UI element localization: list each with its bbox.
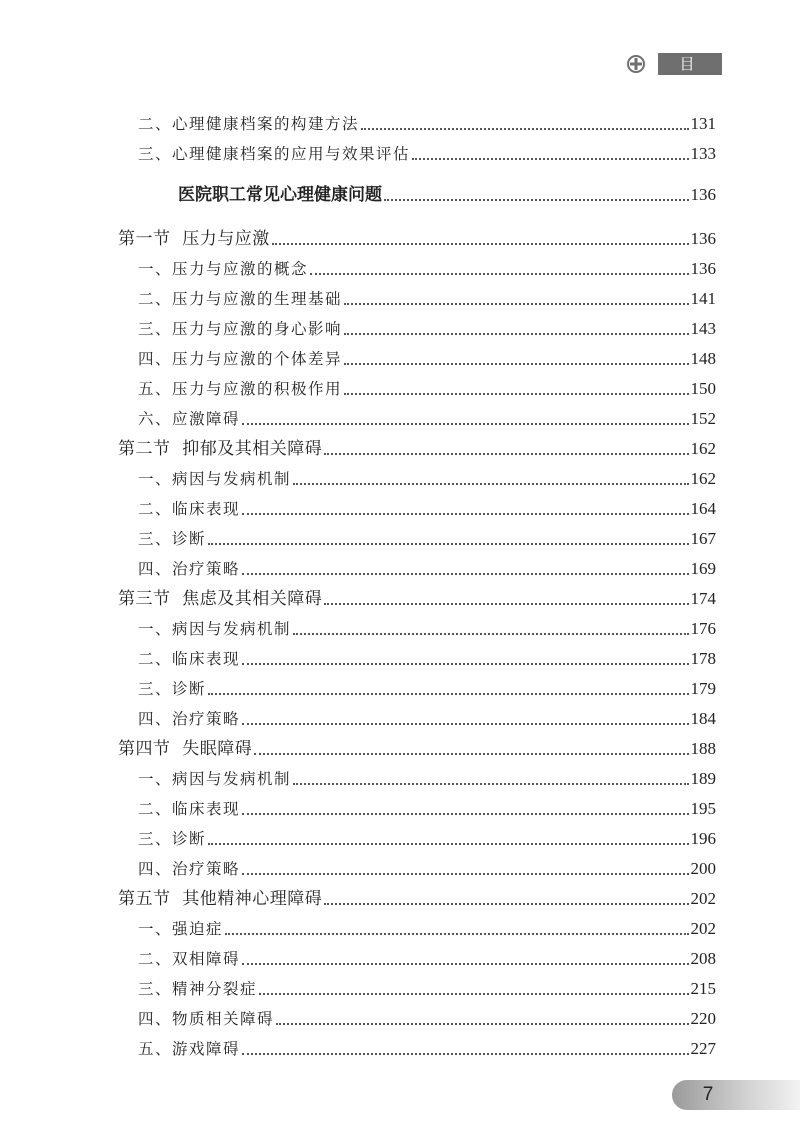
- toc-entry-title: 一、病因与发病机制: [138, 620, 292, 638]
- toc-item: [138, 946, 716, 972]
- dot-leader: [324, 903, 688, 905]
- toc-entry-title: 一、压力与应激的概念: [138, 260, 309, 278]
- toc-page-number: 195: [690, 799, 716, 818]
- toc-item: [138, 646, 716, 672]
- toc-page-number: 215: [690, 979, 716, 998]
- toc-item: [138, 796, 716, 822]
- toc-page-number: 200: [690, 859, 716, 878]
- toc-entry-title: 二、双相障碍: [138, 950, 241, 968]
- toc-page-number: 167: [690, 529, 716, 548]
- dot-leader: [242, 723, 688, 725]
- toc-item: [138, 316, 716, 342]
- toc-page-number: 169: [690, 559, 716, 578]
- toc-page-number: 202: [690, 919, 716, 938]
- toc-entry-title: 二、临床表现: [138, 650, 241, 668]
- dot-leader: [324, 453, 688, 455]
- toc-section: [118, 436, 716, 462]
- toc-entry-title: 五、游戏障碍: [138, 1040, 241, 1058]
- toc-entry-title: 三、压力与应激的身心影响: [138, 320, 343, 338]
- toc-page-number: 178: [690, 649, 716, 668]
- dot-leader: [242, 873, 688, 875]
- toc-item: [138, 111, 716, 137]
- toc-chapter: [178, 182, 716, 208]
- toc-section: [118, 886, 716, 912]
- toc-page-number: 162: [690, 469, 716, 488]
- dot-leader: [344, 393, 688, 395]
- dot-leader: [344, 333, 688, 335]
- toc-item: [138, 616, 716, 642]
- toc-page-number: 150: [690, 379, 716, 398]
- toc-entry-title: 四、压力与应激的个体差异: [138, 350, 343, 368]
- dot-leader: [344, 363, 688, 365]
- toc-entry-title: 三、诊断: [138, 680, 207, 698]
- toc-entry-title: 第四节 失眠障碍: [118, 739, 253, 759]
- toc-item: [138, 376, 716, 402]
- dot-leader: [310, 273, 688, 275]
- page-number: 7: [702, 1084, 714, 1105]
- toc-entry-title: 二、心理健康档案的构建方法: [138, 115, 360, 133]
- toc-page-number: 208: [690, 949, 716, 968]
- toc-item: [138, 1036, 716, 1062]
- toc-entry-title: 第二节 抑郁及其相关障碍: [118, 439, 323, 459]
- toc-page-number: 162: [690, 439, 716, 458]
- toc-page-number: 148: [690, 349, 716, 368]
- dot-leader: [242, 813, 688, 815]
- toc-page-number: 136: [690, 259, 716, 278]
- toc-entry-title: 三、诊断: [138, 830, 207, 848]
- dot-leader: [225, 933, 688, 935]
- toc-entry-title: 六、应激障碍: [138, 410, 241, 428]
- toc-page-number: 152: [690, 409, 716, 428]
- toc-section: [118, 586, 716, 612]
- toc-entry-title: 二、压力与应激的生理基础: [138, 290, 343, 308]
- toc-item: [138, 466, 716, 492]
- toc-page-number: 133: [690, 144, 716, 163]
- toc-item: [138, 976, 716, 1002]
- toc-item: [138, 496, 716, 522]
- dot-leader: [208, 543, 688, 545]
- dot-leader: [412, 158, 688, 160]
- toc-item: [138, 346, 716, 372]
- dot-leader: [208, 843, 688, 845]
- footer-page-tab: [672, 1080, 800, 1110]
- dot-leader: [242, 1053, 688, 1055]
- dot-leader: [242, 423, 688, 425]
- toc-page-number: 188: [690, 739, 716, 758]
- toc-entry-title: 第一节 压力与应激: [118, 229, 270, 249]
- toc-item: [138, 706, 716, 732]
- toc-entry-title: 四、治疗策略: [138, 860, 241, 878]
- dot-leader: [324, 603, 688, 605]
- toc-page-number: 189: [690, 769, 716, 788]
- dot-leader: [272, 243, 689, 245]
- toc-item: [138, 556, 716, 582]
- toc-page-number: 227: [690, 1039, 716, 1058]
- toc-page-number: 220: [690, 1009, 716, 1028]
- toc-entry-title: 三、诊断: [138, 530, 207, 548]
- toc-item: [138, 916, 716, 942]
- toc-section: [118, 226, 716, 252]
- dot-leader: [254, 753, 688, 755]
- toc-entry-title: 一、病因与发病机制: [138, 470, 292, 488]
- dot-leader: [293, 483, 688, 485]
- toc-page-number: 164: [690, 499, 716, 518]
- toc-entry-title: 一、病因与发病机制: [138, 770, 292, 788]
- toc-item: [138, 676, 716, 702]
- toc-item: [138, 286, 716, 312]
- toc-entry-title: 医院职工常见心理健康问题: [178, 185, 382, 205]
- toc-entry-title: 四、物质相关障碍: [138, 1010, 275, 1028]
- toc-item: [138, 826, 716, 852]
- toc-entry-title: 二、临床表现: [138, 500, 241, 518]
- toc-page-number: 196: [690, 829, 716, 848]
- dot-leader: [293, 783, 688, 785]
- toc-entry-title: 五、压力与应激的积极作用: [138, 380, 343, 398]
- toc-item: [138, 766, 716, 792]
- toc-page-number: 143: [690, 319, 716, 338]
- toc-item: [138, 256, 716, 282]
- toc-page-number: 174: [690, 589, 716, 608]
- toc-page-number: 179: [690, 679, 716, 698]
- toc-item: [138, 856, 716, 882]
- dot-leader: [293, 633, 688, 635]
- toc-section: [118, 736, 716, 762]
- cross-circle-icon: [626, 54, 646, 74]
- dot-leader: [242, 663, 688, 665]
- dot-leader: [208, 693, 688, 695]
- dot-leader: [276, 1023, 688, 1025]
- toc-item: [138, 141, 716, 167]
- dot-leader: [242, 573, 688, 575]
- toc-page-number: 184: [690, 709, 716, 728]
- toc-page-number: 131: [690, 114, 716, 133]
- toc-item: [138, 526, 716, 552]
- toc-entry-title: 第五节 其他精神心理障碍: [118, 889, 323, 909]
- dot-leader: [361, 128, 688, 130]
- toc-entry-title: 第三节 焦虑及其相关障碍: [118, 589, 323, 609]
- toc-item: [138, 406, 716, 432]
- dot-leader: [259, 993, 688, 995]
- toc-header-label: 目 录: [658, 53, 722, 75]
- toc-page-number: 176: [690, 619, 716, 638]
- toc-entry-title: 四、治疗策略: [138, 710, 241, 728]
- toc-entry-title: 三、心理健康档案的应用与效果评估: [138, 145, 411, 163]
- toc-page-number: 202: [690, 889, 716, 908]
- toc-page-number: 141: [690, 289, 716, 308]
- toc-entry-title: 三、精神分裂症: [138, 980, 258, 998]
- toc-entry-title: 四、治疗策略: [138, 560, 241, 578]
- toc-entry-title: 二、临床表现: [138, 800, 241, 818]
- dot-leader: [344, 303, 688, 305]
- dot-leader: [384, 199, 689, 201]
- toc-page-number: 136: [690, 229, 716, 248]
- dot-leader: [242, 963, 688, 965]
- toc-entry-title: 一、强迫症: [138, 920, 224, 938]
- toc-page-number: 136: [690, 185, 716, 204]
- dot-leader: [242, 513, 688, 515]
- toc-item: [138, 1006, 716, 1032]
- header: [626, 53, 722, 95]
